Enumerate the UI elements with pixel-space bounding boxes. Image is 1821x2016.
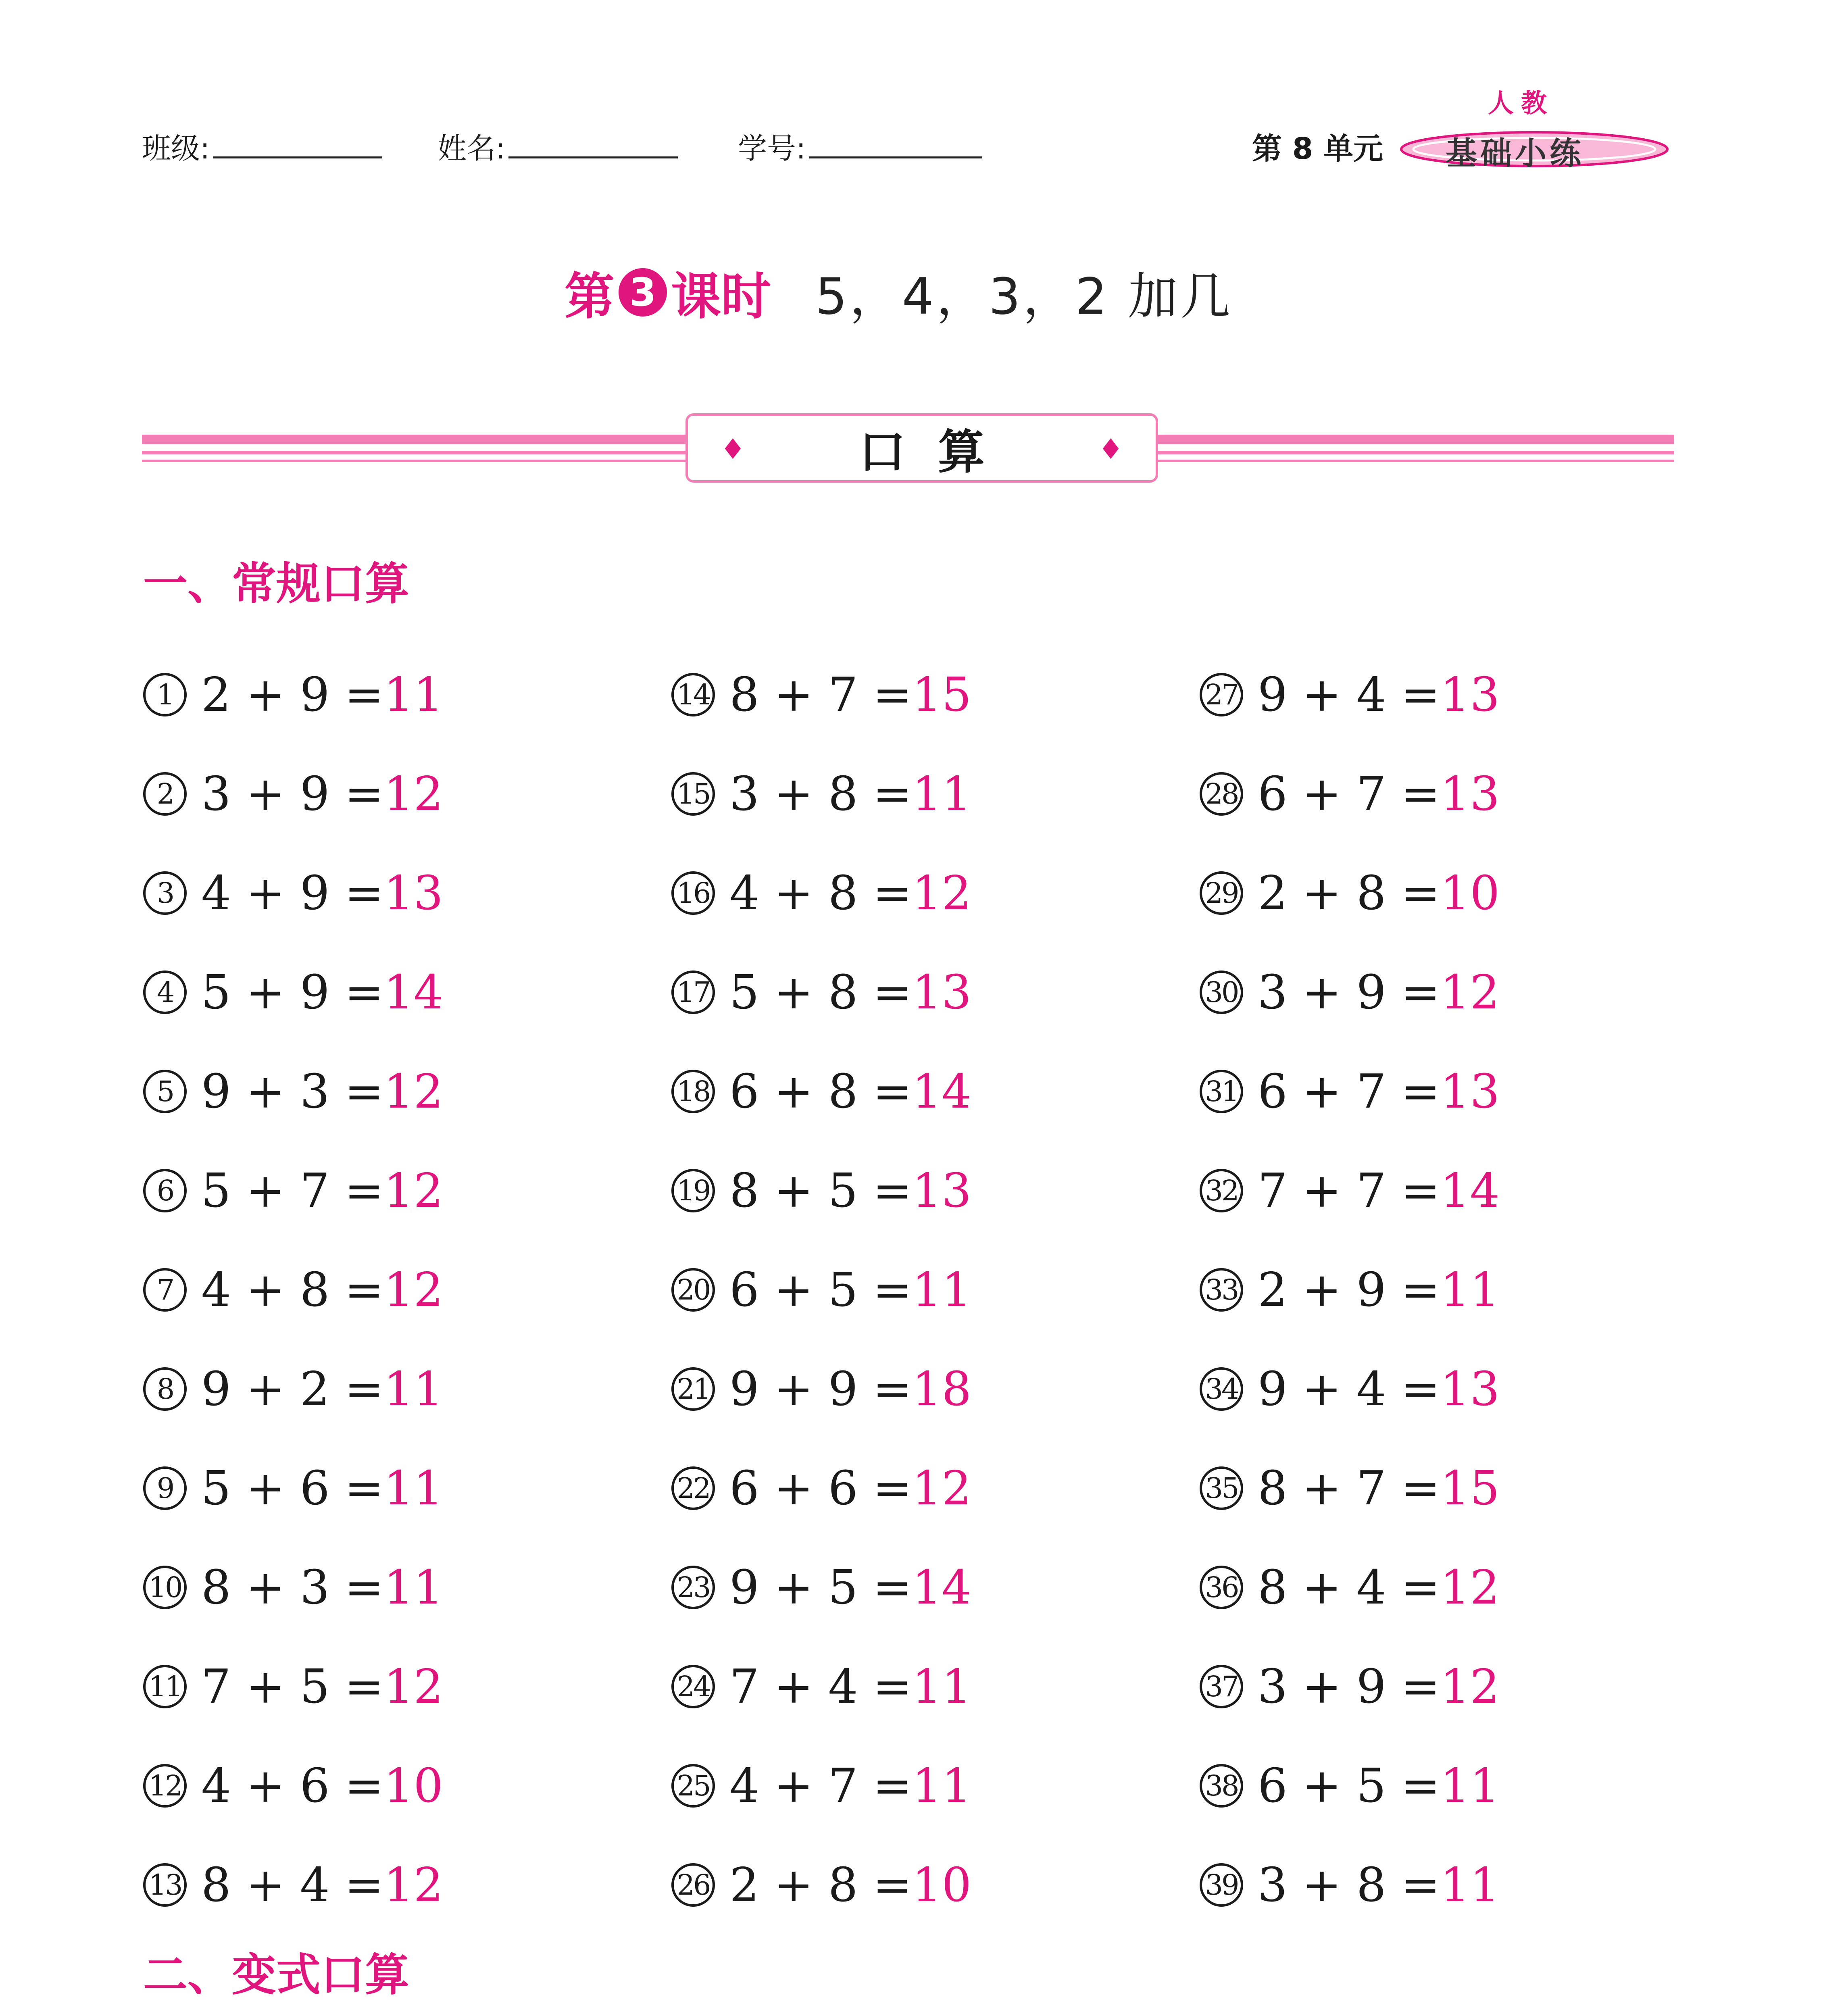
problem-expression: 3 + 9 = [1258,965,1440,1020]
problem-number: 3 [143,871,187,915]
problem-row [671,843,971,943]
problem-number: 1 [143,673,187,716]
section1-column-2 [671,645,971,1935]
problem-number: 24 [671,1665,715,1708]
problem-number: 21 [671,1367,715,1411]
problem-answer[interactable]: 13 [1440,766,1500,821]
problem-expression: 5 + 8 = [729,965,912,1020]
problem-answer[interactable]: 13 [912,1163,972,1218]
problem-row [671,744,971,843]
problem-row [143,1240,443,1339]
problem-row [1200,1439,1500,1538]
lesson-topic: 5，4，3，2 加几 [815,268,1233,326]
problem-expression: 9 + 3 = [201,1064,384,1119]
problem-row [671,1835,971,1935]
problem-number: 28 [1200,772,1243,816]
problem-answer[interactable]: 11 [383,1362,444,1416]
problem-expression: 4 + 8 = [729,866,912,921]
problem-number: 9 [143,1466,187,1510]
problem-row [143,1339,443,1439]
problem-row [143,1042,443,1141]
student-id-label: 学号: [738,131,806,165]
problem-row [1200,1042,1500,1141]
problem-expression: 2 + 8 = [729,1858,912,1912]
problem-row [671,1736,971,1835]
banner-title: 口算 [859,425,1017,479]
problem-expression: 6 + 7 = [1258,1064,1440,1119]
problem-number: 11 [143,1665,187,1708]
problem-expression: 3 + 8 = [1258,1858,1440,1912]
section1-column-3 [1200,645,1500,1935]
problem-number: 32 [1200,1169,1243,1212]
section-banner [685,413,1158,483]
problem-row [671,1637,971,1736]
problem-expression: 9 + 4 = [1258,1362,1440,1416]
problem-number: 29 [1200,871,1243,915]
diamond-left-icon: ♦ [720,433,746,466]
problem-number: 33 [1200,1268,1243,1312]
problem-answer[interactable]: 12 [383,1659,444,1714]
problem-answer[interactable]: 12 [383,1858,444,1912]
problem-row [1200,843,1500,943]
problem-number: 22 [671,1466,715,1510]
problem-expression: 4 + 6 = [201,1758,384,1813]
problem-row [1200,1637,1500,1736]
problem-expression: 9 + 9 = [729,1362,912,1416]
problem-row [1200,1240,1500,1339]
problem-row [143,1439,443,1538]
problem-answer[interactable]: 11 [912,1262,972,1317]
lesson-prefix: 第 [565,268,615,326]
problem-row [671,1439,971,1538]
name-blank[interactable] [508,128,678,158]
problem-expression: 4 + 8 = [201,1262,384,1317]
problem-answer[interactable]: 12 [912,1461,972,1516]
problem-expression: 8 + 4 = [201,1858,384,1912]
problem-row [143,1736,443,1835]
problem-answer[interactable]: 13 [1440,667,1500,722]
publisher-label: 人教 [1488,89,1554,119]
problem-answer[interactable]: 11 [1440,1758,1500,1813]
problem-expression: 8 + 5 = [729,1163,912,1218]
problem-answer[interactable]: 14 [383,965,444,1020]
diamond-right-icon: ♦ [1098,433,1123,466]
problem-number: 39 [1200,1863,1243,1907]
problem-expression: 6 + 5 = [729,1262,912,1317]
problem-expression: 8 + 7 = [729,667,912,722]
problem-expression: 3 + 8 = [729,766,912,821]
problem-number: 12 [143,1764,187,1808]
problem-answer[interactable]: 10 [383,1758,444,1813]
problem-row [143,645,443,744]
problem-row [143,744,443,843]
problem-expression: 9 + 2 = [201,1362,384,1416]
problem-answer[interactable]: 12 [383,1163,444,1218]
problem-expression: 5 + 7 = [201,1163,384,1218]
problem-expression: 7 + 7 = [1258,1163,1440,1218]
problem-number: 30 [1200,971,1243,1014]
series-badge [1393,121,1675,173]
problem-row [143,1637,443,1736]
problem-answer[interactable]: 13 [1440,1064,1500,1119]
problem-answer[interactable]: 13 [912,965,972,1020]
problem-row [1200,1736,1500,1835]
problem-answer[interactable]: 11 [912,766,972,821]
problem-answer[interactable]: 12 [1440,1560,1500,1615]
problem-number: 8 [143,1367,187,1411]
problem-row [671,1538,971,1637]
problem-row [143,1835,443,1935]
problem-answer[interactable]: 11 [912,1659,972,1714]
problem-answer[interactable]: 14 [912,1064,972,1119]
problem-number: 15 [671,772,715,816]
problem-row [143,943,443,1042]
problem-expression: 9 + 4 = [1258,667,1440,722]
class-field [142,125,382,167]
lesson-number: 3 [619,268,667,317]
problem-number: 31 [1200,1070,1243,1113]
problem-row [671,943,971,1042]
problem-row [143,1141,443,1240]
name-label: 姓名: [438,131,506,165]
problem-expression: 2 + 9 = [1258,1262,1440,1317]
problem-number: 10 [143,1566,187,1609]
problem-row [143,1538,443,1637]
problem-number: 6 [143,1169,187,1212]
problem-row [671,1042,971,1141]
problem-row [1200,645,1500,744]
class-blank[interactable] [213,128,382,158]
problem-row [671,1141,971,1240]
problem-number: 17 [671,971,715,1014]
problem-expression: 8 + 4 = [1258,1560,1440,1615]
section1-heading: 一、常规口算 [143,558,409,610]
problem-answer[interactable]: 14 [912,1560,972,1615]
problem-expression: 2 + 8 = [1258,866,1440,921]
problem-row [1200,1339,1500,1439]
problem-expression: 4 + 9 = [201,866,384,921]
problem-answer[interactable]: 18 [912,1362,972,1416]
problem-number: 27 [1200,673,1243,716]
problem-number: 19 [671,1169,715,1212]
problem-number: 26 [671,1863,715,1907]
problem-expression: 4 + 7 = [729,1758,912,1813]
problem-expression: 6 + 8 = [729,1064,912,1119]
problem-expression: 7 + 4 = [729,1659,912,1714]
problem-answer[interactable]: 10 [912,1858,972,1912]
problem-expression: 2 + 9 = [201,667,384,722]
problem-answer[interactable]: 14 [1440,1163,1500,1218]
unit-label: 第 8 单元 [1252,131,1383,166]
problem-answer[interactable]: 13 [1440,1362,1500,1416]
problem-expression: 7 + 5 = [201,1659,384,1714]
problem-answer[interactable]: 15 [912,667,972,722]
problem-expression: 3 + 9 = [1258,1659,1440,1714]
problem-number: 36 [1200,1566,1243,1609]
problem-row [671,1240,971,1339]
problem-row [1200,1538,1500,1637]
problem-row [1200,943,1500,1042]
problem-number: 25 [671,1764,715,1808]
problem-row [671,645,971,744]
problem-answer[interactable]: 13 [383,866,444,921]
problem-row [671,1339,971,1439]
section2-heading: 二、变式口算 [143,1949,409,2001]
problem-number: 20 [671,1268,715,1312]
lesson-suffix: 课时 [671,268,771,326]
problem-row [1200,1141,1500,1240]
problem-expression: 5 + 6 = [201,1461,384,1516]
problem-row [1200,1835,1500,1935]
problem-number: 5 [143,1070,187,1113]
problem-answer[interactable]: 15 [1440,1461,1500,1516]
problem-row [1200,744,1500,843]
problem-expression: 8 + 7 = [1258,1461,1440,1516]
problem-answer[interactable]: 12 [912,866,972,921]
problem-number: 37 [1200,1665,1243,1708]
student-id-field [738,125,982,167]
problem-number: 16 [671,871,715,915]
problem-row [143,843,443,943]
problem-answer[interactable]: 12 [1440,1659,1500,1714]
problem-number: 18 [671,1070,715,1113]
problem-expression: 9 + 5 = [729,1560,912,1615]
problem-expression: 6 + 7 = [1258,766,1440,821]
series-title: 基础小练 [1446,135,1585,172]
problem-expression: 6 + 6 = [729,1461,912,1516]
problem-number: 34 [1200,1367,1243,1411]
problem-answer[interactable]: 11 [1440,1858,1500,1912]
problem-answer[interactable]: 11 [912,1758,972,1813]
class-label: 班级: [142,131,210,165]
problem-answer[interactable]: 11 [1440,1262,1500,1317]
problem-answer[interactable]: 11 [383,667,444,722]
problem-answer[interactable]: 12 [383,1262,444,1317]
problem-number: 38 [1200,1764,1243,1808]
problem-number: 2 [143,772,187,816]
problem-expression: 8 + 3 = [201,1560,384,1615]
problem-answer[interactable]: 12 [383,1064,444,1119]
lesson-title [565,258,1233,327]
problem-number: 23 [671,1566,715,1609]
problem-expression: 3 + 9 = [201,766,384,821]
problem-answer[interactable]: 11 [383,1461,444,1516]
student-id-blank[interactable] [809,128,982,158]
section1-column-1 [143,645,443,1935]
problem-number: 13 [143,1863,187,1907]
problem-answer[interactable]: 12 [1440,965,1500,1020]
problem-number: 14 [671,673,715,716]
problem-answer[interactable]: 11 [383,1560,444,1615]
name-field [438,125,678,167]
problem-answer[interactable]: 12 [383,766,444,821]
problem-expression: 6 + 5 = [1258,1758,1440,1813]
problem-number: 35 [1200,1466,1243,1510]
problem-expression: 5 + 9 = [201,965,384,1020]
problem-answer[interactable]: 10 [1440,866,1500,921]
problem-number: 7 [143,1268,187,1312]
problem-number: 4 [143,971,187,1014]
